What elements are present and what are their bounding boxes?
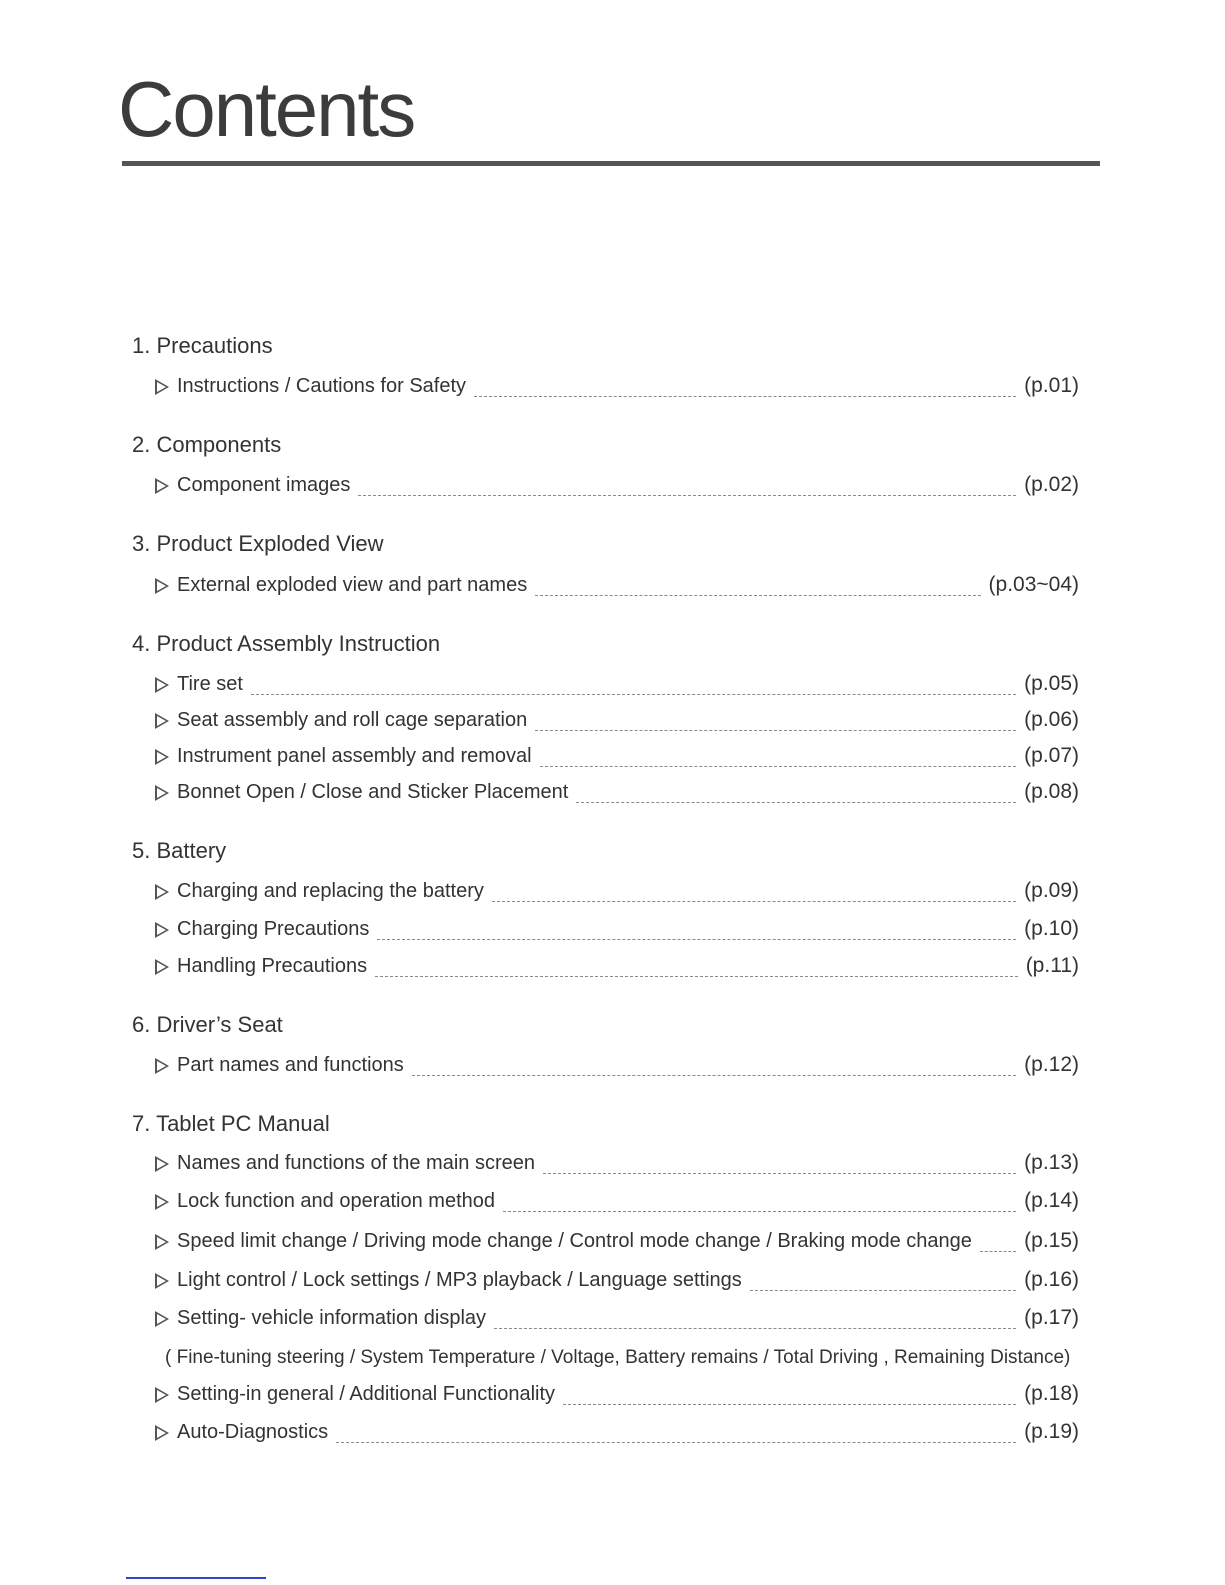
dot-leader bbox=[412, 1074, 1016, 1076]
toc-entry-label: Names and functions of the main screen bbox=[177, 1152, 535, 1174]
toc-entry-label: Instructions / Cautions for Safety bbox=[177, 375, 467, 397]
footer-link-underline[interactable] bbox=[126, 1577, 266, 1579]
triangle-outline-icon bbox=[155, 578, 169, 594]
triangle-outline-icon bbox=[155, 922, 169, 938]
section-heading: 2. Components bbox=[132, 432, 282, 457]
dot-leader bbox=[492, 900, 1016, 902]
toc-entry-page: (p.10) bbox=[1024, 917, 1079, 940]
triangle-outline-icon bbox=[155, 713, 169, 729]
dot-leader bbox=[494, 1327, 1016, 1329]
triangle-outline-icon bbox=[155, 677, 169, 693]
toc-entry[interactable] bbox=[155, 709, 1079, 733]
toc-entry[interactable] bbox=[155, 1190, 1079, 1214]
toc-entry[interactable] bbox=[155, 1054, 1079, 1078]
toc-entry[interactable] bbox=[155, 781, 1079, 805]
toc-entry[interactable] bbox=[155, 1383, 1079, 1407]
toc-entry-page: (p.03~04) bbox=[988, 573, 1079, 596]
toc-entry[interactable] bbox=[155, 918, 1079, 942]
toc-entry-page: (p.02) bbox=[1024, 473, 1079, 496]
toc-entry-label: Charging and replacing the battery bbox=[177, 880, 484, 902]
dot-leader bbox=[543, 1172, 1016, 1174]
toc-entry-label: Charging Precautions bbox=[177, 918, 370, 940]
dot-leader bbox=[474, 395, 1016, 397]
dot-leader bbox=[980, 1250, 1016, 1252]
toc-entry-page: (p.01) bbox=[1024, 374, 1079, 397]
toc-entry-label: External exploded view and part names bbox=[177, 574, 528, 596]
toc-entry-page: (p.18) bbox=[1024, 1382, 1079, 1405]
toc-entry-page: (p.12) bbox=[1024, 1053, 1079, 1076]
triangle-outline-icon bbox=[155, 1234, 169, 1250]
entry-note: ( Fine-tuning steering / System Temperature / Voltage, Battery remains / Total Driving , Remaining Distance) bbox=[165, 1347, 1071, 1368]
dot-leader bbox=[375, 975, 1018, 977]
triangle-outline-icon bbox=[155, 749, 169, 765]
triangle-outline-icon bbox=[155, 1156, 169, 1172]
toc-entry-page: (p.17) bbox=[1024, 1306, 1079, 1329]
section-heading: 5. Battery bbox=[132, 838, 227, 863]
triangle-outline-icon bbox=[155, 959, 169, 975]
toc-entry-label: Instrument panel assembly and removal bbox=[177, 745, 532, 767]
toc-entry[interactable] bbox=[155, 1230, 1079, 1254]
toc-entry-label: Light control / Lock settings / MP3 playback / Language settings bbox=[177, 1269, 742, 1291]
section-heading: 3. Product Exploded View bbox=[132, 531, 384, 556]
section-heading: 4. Product Assembly Instruction bbox=[132, 631, 441, 656]
dot-leader bbox=[503, 1210, 1016, 1212]
dot-leader bbox=[358, 494, 1016, 496]
dot-leader bbox=[336, 1441, 1016, 1443]
triangle-outline-icon bbox=[155, 884, 169, 900]
toc-entry-label: Handling Precautions bbox=[177, 955, 368, 977]
toc-entry[interactable] bbox=[155, 880, 1079, 904]
toc-entry-page: (p.06) bbox=[1024, 708, 1079, 731]
dot-leader bbox=[535, 594, 980, 596]
section-heading: 1. Precautions bbox=[132, 333, 273, 358]
triangle-outline-icon bbox=[155, 785, 169, 801]
toc-entry-page: (p.07) bbox=[1024, 744, 1079, 767]
toc-entry-page: (p.15) bbox=[1024, 1229, 1079, 1252]
toc-entry[interactable] bbox=[155, 673, 1079, 697]
triangle-outline-icon bbox=[155, 478, 169, 494]
toc-entry-label: Tire set bbox=[177, 673, 243, 695]
toc-entry-label: Speed limit change / Driving mode change / Control mode change / Braking mode change bbox=[177, 1230, 972, 1252]
toc-entry[interactable] bbox=[155, 1152, 1079, 1176]
toc-entry-page: (p.08) bbox=[1024, 780, 1079, 803]
dot-leader bbox=[251, 693, 1016, 695]
toc-entry[interactable] bbox=[155, 474, 1079, 498]
toc-entry-page: (p.05) bbox=[1024, 672, 1079, 695]
dot-leader bbox=[563, 1403, 1016, 1405]
toc-entry-page: (p.16) bbox=[1024, 1268, 1079, 1291]
dot-leader bbox=[750, 1289, 1016, 1291]
toc-entry[interactable] bbox=[155, 574, 1079, 598]
toc-entry-page: (p.14) bbox=[1024, 1189, 1079, 1212]
toc-entry[interactable] bbox=[155, 1421, 1079, 1445]
section-heading: 7. Tablet PC Manual bbox=[132, 1111, 330, 1136]
triangle-outline-icon bbox=[155, 1311, 169, 1327]
toc-entry-page: (p.09) bbox=[1024, 879, 1079, 902]
triangle-outline-icon bbox=[155, 1058, 169, 1074]
toc-entry-page: (p.11) bbox=[1025, 954, 1079, 977]
toc-entry-page: (p.13) bbox=[1024, 1151, 1079, 1174]
toc-entry[interactable] bbox=[155, 1307, 1079, 1331]
triangle-outline-icon bbox=[155, 1194, 169, 1210]
section-heading: 6. Driver’s Seat bbox=[132, 1012, 283, 1037]
toc-entry-label: Lock function and operation method bbox=[177, 1190, 495, 1212]
toc-entry-label: Bonnet Open / Close and Sticker Placement bbox=[177, 781, 569, 803]
toc-entry-page: (p.19) bbox=[1024, 1420, 1079, 1443]
dot-leader bbox=[535, 729, 1016, 731]
toc-entry-label: Setting-in general / Additional Functionality bbox=[177, 1383, 556, 1405]
dot-leader bbox=[540, 765, 1017, 767]
triangle-outline-icon bbox=[155, 1387, 169, 1403]
toc-entry[interactable] bbox=[155, 955, 1079, 979]
dot-leader bbox=[576, 801, 1016, 803]
page-title: Contents bbox=[118, 65, 415, 153]
toc-entry[interactable] bbox=[155, 745, 1079, 769]
toc-entry-label: Auto-Diagnostics bbox=[177, 1421, 329, 1443]
toc-entry[interactable] bbox=[155, 1269, 1079, 1293]
triangle-outline-icon bbox=[155, 1273, 169, 1289]
triangle-outline-icon bbox=[155, 1425, 169, 1441]
dot-leader bbox=[377, 938, 1016, 940]
toc-entry-label: Part names and functions bbox=[177, 1054, 404, 1076]
triangle-outline-icon bbox=[155, 379, 169, 395]
toc-entry[interactable] bbox=[155, 375, 1079, 399]
toc-entry-label: Setting- vehicle information display bbox=[177, 1307, 487, 1329]
toc-entry-label: Seat assembly and roll cage separation bbox=[177, 709, 528, 731]
toc-entry-label: Component images bbox=[177, 474, 351, 496]
